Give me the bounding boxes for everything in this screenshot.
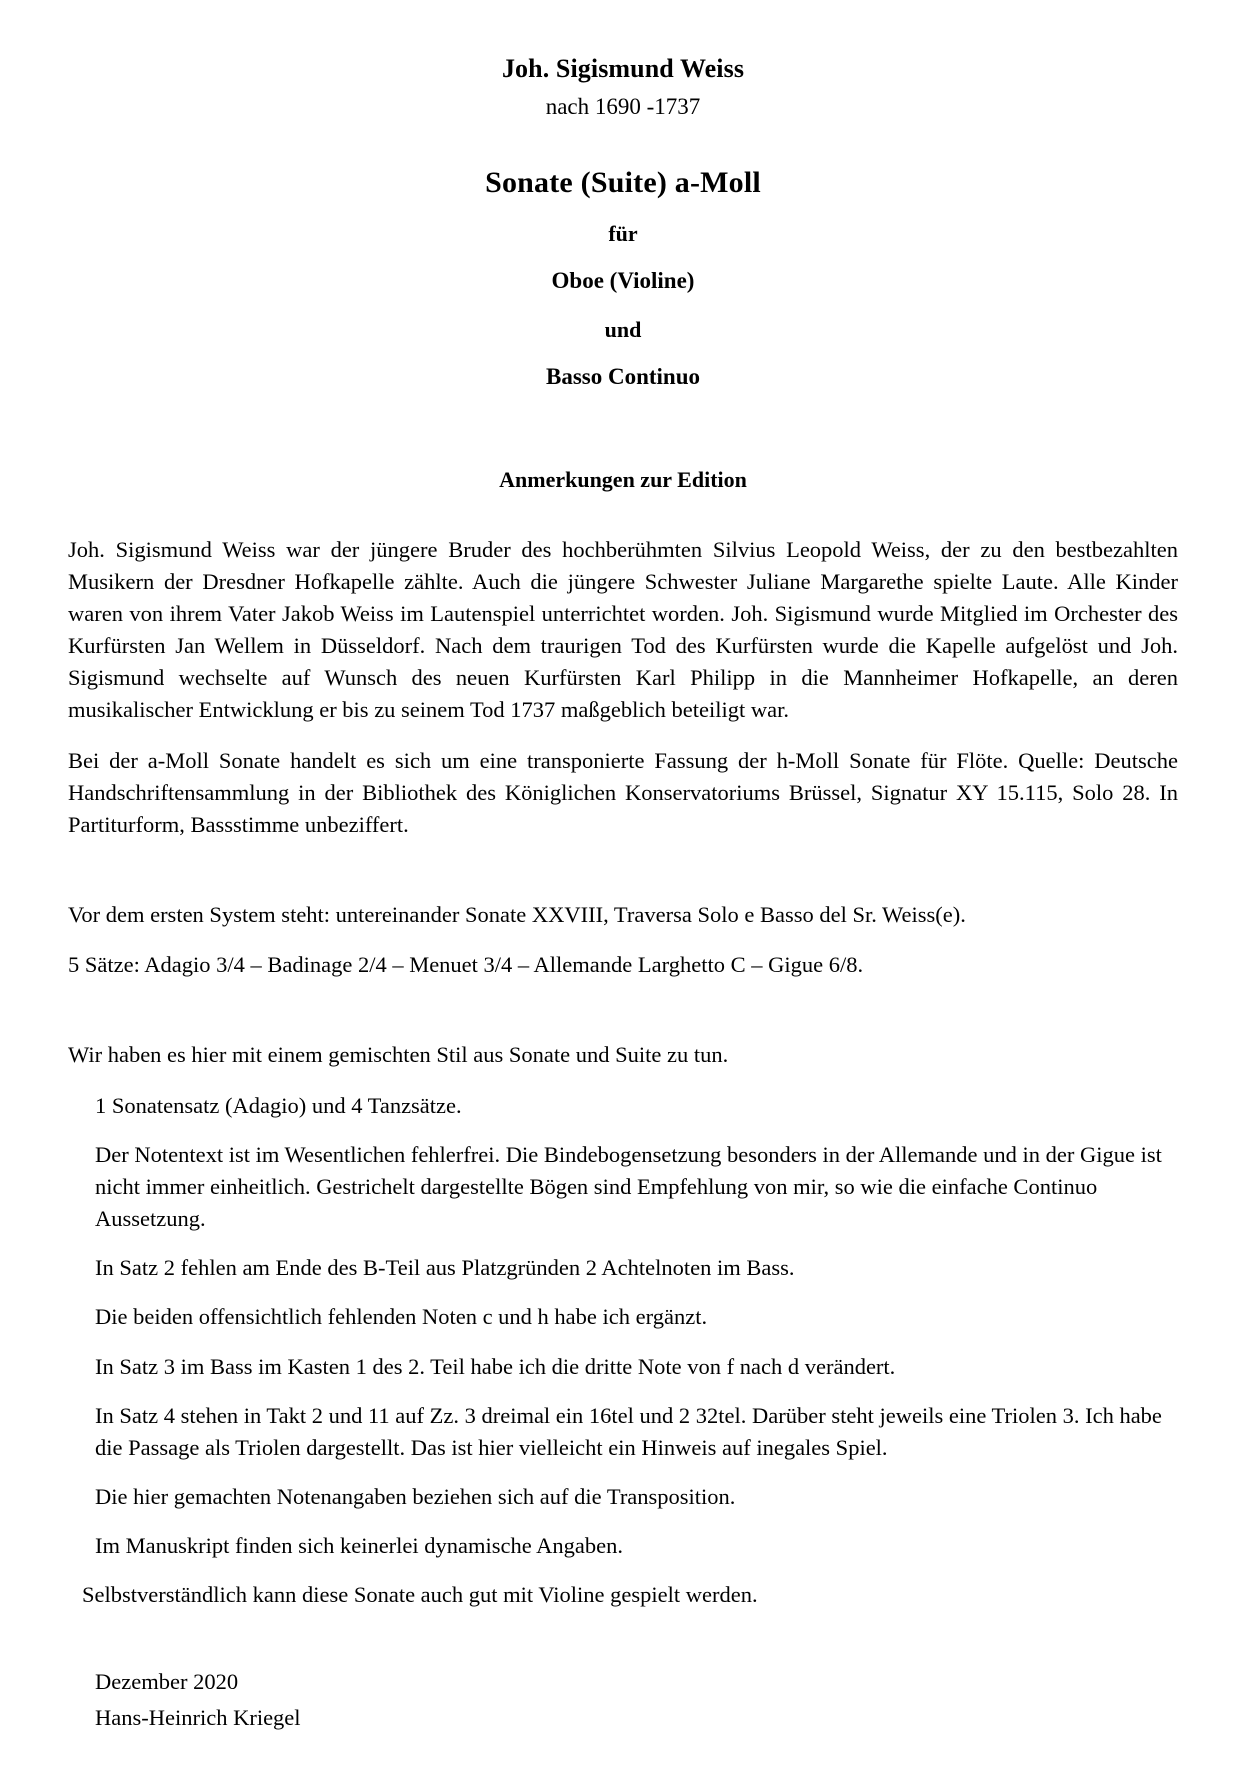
spacer-before-notes (68, 999, 1178, 1039)
note-item: In Satz 3 im Bass im Kasten 1 des 2. Teil habe ich die dritte Note von f nach d verändert. (95, 1353, 896, 1379)
note-item: In Satz 2 fehlen am Ende des B-Teil aus Platzgründen 2 Achtelnoten im Bass. (95, 1255, 795, 1281)
note-item: Die hier gemachten Notenangaben beziehen sich auf die Transposition. (95, 1484, 736, 1510)
signature-editor: Hans-Heinrich Kriegel (95, 1705, 301, 1731)
note-item: In Satz 4 stehen in Takt 2 und 11 auf Zz. 3 dreimal ein 16tel und 2 32tel. Darüber steht jeweils eine Triolen 3. Ich habe die Passage als Triolen dargestellt. Das ist hier vielleicht ein Hinweis auf inegales Spiel. (95, 1402, 1162, 1460)
body-content (68, 534, 1178, 1737)
source-paragraph: Bei der a-Moll Sonate handelt es sich um eine transponierte Fassung der h-Moll Sonate für Flöte. Quelle: Deutsche Handschriftensammlung in der Bibliothek des Königlichen Konservatoriums Brüssel, Signatur XY 15.115, Solo 28. In Partiturform, Bassstimme unbeziffert. (68, 747, 1178, 837)
manuscript-movements-line: 5 Sätze: Adagio 3/4 – Badinage 2/4 – Menuet 3/4 – Allemande Larghetto C – Gigue 6/8. (68, 952, 864, 978)
signature-date: Dezember 2020 (95, 1668, 239, 1694)
scoring-continuo: Basso Continuo (545, 364, 701, 390)
scoring-und: und (604, 316, 642, 342)
title-block (68, 52, 1178, 392)
scoring-instrument: Oboe (Violine) (551, 268, 695, 294)
notes-closing: Selbstverständlich kann diese Sonate auch gut mit Violine gespielt werden. (82, 1582, 758, 1608)
work-title: Sonate (Suite) a-Moll (485, 166, 761, 200)
note-item: 1 Sonatensatz (Adagio) und 4 Tanzsätze. (95, 1092, 462, 1118)
note-item: Die beiden offensichtlich fehlenden Noten c und h habe ich ergänzt. (95, 1304, 708, 1330)
signature-block (68, 1664, 1178, 1737)
section-heading-anmerkungen: Anmerkungen zur Edition (499, 467, 747, 493)
notes-intro: Wir haben es hier mit einem gemischten Stil aus Sonate und Suite zu tun. (68, 1042, 729, 1068)
spacer-before-manuscript (68, 859, 1178, 899)
scoring-fuer: für (608, 220, 638, 246)
note-item: Im Manuskript finden sich keinerlei dynamische Angaben. (95, 1533, 623, 1559)
manuscript-heading-line: Vor dem ersten System steht: untereinander Sonate XXVIII, Traversa Solo e Basso del Sr. Weiss(e). (68, 902, 966, 928)
note-item: Der Notentext ist im Wesentlichen fehlerfrei. Die Bindebogensetzung besonders in der Allemande und in der Gigue ist nicht immer einheitlich. Gestrichelt dargestellte Bögen sind Empfehlung von mir, so wie die einfache Continuo Aussetzung. (95, 1141, 1162, 1232)
composer-name: Joh. Sigismund Weiss (501, 54, 745, 83)
biography-paragraph: Joh. Sigismund Weiss war der jüngere Bruder des hochberühmten Silvius Leopold Weiss, der zu den bestbezahlten Musikern der Dresdner Hofkapelle zählte. Auch die jüngere Schwester Juliane Margarethe spielte Laute. Alle Kinder waren von ihrem Vater Jakob Weiss im Lautenspiel unterrichtet worden. Joh. Sigismund wurde Mitglied im Orchester des Kurfürsten Jan Wellem in Düsseldorf. Nach dem traurigen Tod des Kurfürsten wurde die Kapelle aufgelöst und Joh. Sigismund wechselte auf Wunsch des neuen Kurfürsten Karl Philipp in die Mannheimer Hofkapelle, an deren musikalischer Entwicklung er bis zu seinem Tod 1737 maßgeblich beteiligt war. (68, 536, 1178, 723)
composer-dates: nach 1690 -1737 (545, 94, 701, 120)
